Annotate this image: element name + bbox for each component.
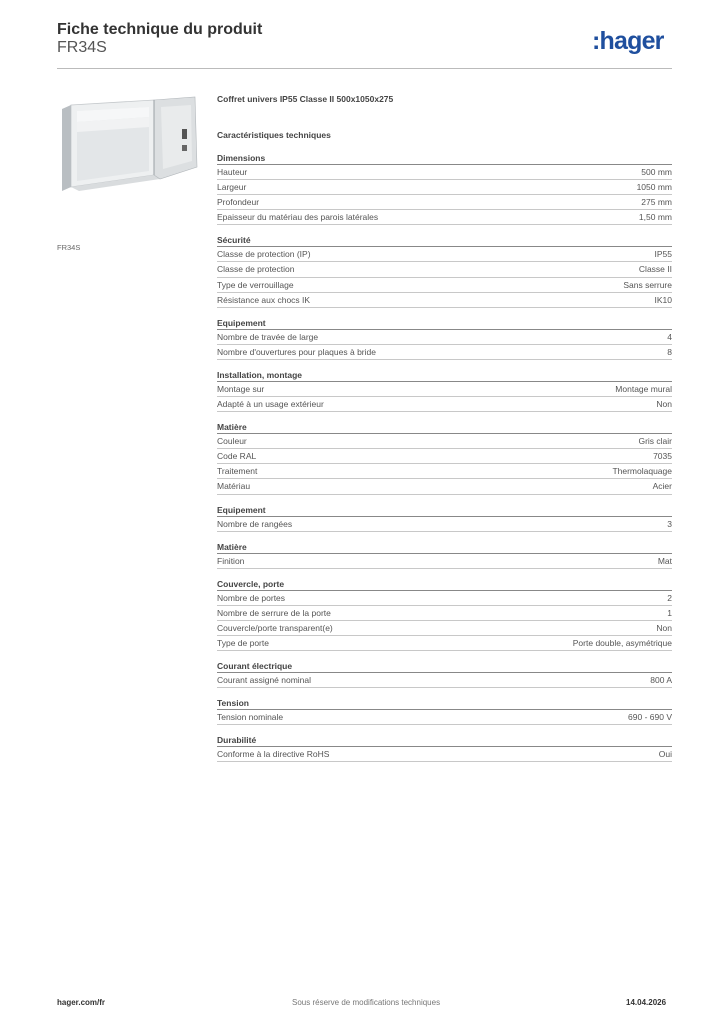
spec-row (217, 397, 672, 412)
spec-value: Classe II (638, 264, 672, 275)
spec-row (217, 449, 672, 464)
product-reference: FR34S (57, 39, 107, 56)
spec-value: Mat (657, 555, 672, 566)
spec-label: Classe de protection (217, 264, 295, 275)
footer-website: hager.com/fr (57, 998, 106, 1007)
section-heading: Equipement (217, 504, 672, 517)
spec-value: 4 (667, 331, 672, 342)
spec-label: Classe de protection (IP) (217, 249, 311, 260)
spec-value: 275 mm (641, 197, 672, 208)
spec-label: Montage sur (217, 383, 265, 394)
spec-value: 500 mm (641, 167, 672, 177)
spec-section (217, 234, 672, 307)
spec-value: Thermolaquage (612, 466, 672, 477)
spec-section (217, 369, 672, 412)
spec-value: Non (656, 622, 672, 633)
section-heading: Couvercle, porte (217, 578, 672, 591)
spec-section (217, 660, 672, 688)
spec-row (217, 591, 672, 606)
image-caption: FR34S (57, 243, 81, 252)
spec-row (217, 621, 672, 636)
spec-value: 1050 mm (636, 182, 672, 193)
page-title: Fiche technique du produit (57, 21, 263, 38)
product-title: Coffret univers IP55 Classe II 500x1050x275 (217, 94, 394, 104)
spec-row (217, 479, 672, 494)
header-divider (57, 68, 672, 69)
section-heading: Courant électrique (217, 660, 672, 673)
spec-label: Nombre d'ouvertures pour plaques à bride (217, 346, 376, 357)
spec-row (217, 382, 672, 397)
section-heading: Tension (217, 697, 672, 710)
spec-value: IK10 (654, 294, 672, 305)
spec-row (217, 673, 672, 688)
section-heading: Dimensions (217, 152, 672, 165)
spec-label: Nombre de travée de large (217, 331, 319, 342)
spec-row (217, 180, 672, 195)
footer-date: 14.04.2026 (626, 998, 667, 1007)
spec-value: 800 A (650, 675, 672, 686)
spec-label: Epaisseur du matériau des parois latérales (217, 212, 379, 223)
spec-row (217, 345, 672, 360)
spec-label: Nombre de rangées (217, 518, 293, 529)
hager-logo: :hager (592, 27, 664, 55)
spec-row (217, 636, 672, 651)
spec-row (217, 747, 672, 762)
spec-value: 1,50 mm (638, 212, 672, 223)
spec-value: Acier (652, 481, 672, 492)
spec-section (217, 421, 672, 494)
spec-value: Oui (658, 749, 672, 760)
section-heading: Sécurité (217, 234, 672, 247)
spec-row (217, 330, 672, 345)
spec-label: Finition (217, 555, 245, 566)
spec-label: Largeur (217, 182, 247, 193)
spec-label: Type de porte (217, 637, 269, 648)
spec-label: Adapté à un usage extérieur (217, 399, 324, 410)
spec-label: Tension nominale (217, 712, 284, 723)
section-heading: Equipement (217, 317, 672, 330)
spec-content (217, 93, 672, 762)
product-image (57, 95, 201, 239)
spec-row (217, 262, 672, 277)
section-heading: Matière (217, 421, 672, 434)
spec-row (217, 517, 672, 532)
footer-disclaimer: Sous réserve de modifications techniques (292, 998, 441, 1007)
spec-label: Profondeur (217, 197, 260, 208)
spec-row (217, 464, 672, 479)
spec-value: Non (656, 399, 672, 410)
spec-row (217, 554, 672, 569)
spec-row (217, 247, 672, 262)
spec-value: Porte double, asymétrique (572, 637, 672, 648)
spec-row (217, 278, 672, 293)
technical-specs-heading: Caractéristiques techniques (217, 130, 331, 140)
spec-label: Traitement (217, 466, 258, 477)
spec-label: Hauteur (217, 167, 248, 177)
spec-label: Nombre de serrure de la porte (217, 607, 331, 618)
spec-label: Nombre de portes (217, 592, 286, 603)
spec-row (217, 210, 672, 225)
spec-label: Code RAL (217, 451, 257, 462)
spec-row (217, 606, 672, 621)
spec-value: Sans serrure (623, 279, 672, 290)
section-heading: Durabilité (217, 734, 672, 747)
spec-value: 3 (667, 518, 672, 529)
spec-row (217, 710, 672, 725)
section-heading: Matière (217, 541, 672, 554)
spec-section (217, 152, 672, 225)
spec-label: Résistance aux chocs IK (217, 294, 311, 305)
spec-value: 2 (667, 592, 672, 603)
spec-row (217, 165, 672, 180)
spec-value: Gris clair (638, 436, 672, 447)
spec-value: 7035 (653, 451, 672, 462)
spec-label: Type de verrouillage (217, 279, 294, 290)
spec-label: Courant assigné nominal (217, 675, 312, 686)
spec-label: Couleur (217, 436, 247, 447)
spec-row (217, 434, 672, 449)
spec-value: IP55 (654, 249, 672, 260)
section-heading: Installation, montage (217, 369, 672, 382)
spec-value: Montage mural (615, 383, 672, 394)
spec-label: Couvercle/porte transparent(e) (217, 622, 333, 633)
spec-section (217, 317, 672, 360)
spec-label: Conforme à la directive RoHS (217, 749, 330, 760)
spec-value: 8 (667, 346, 672, 357)
spec-section (217, 697, 672, 725)
spec-value: 690 - 690 V (628, 712, 672, 723)
spec-section (217, 578, 672, 651)
spec-section (217, 734, 672, 762)
spec-section (217, 504, 672, 532)
spec-section (217, 541, 672, 569)
spec-label: Matériau (217, 481, 251, 492)
spec-value: 1 (667, 607, 672, 618)
spec-row (217, 195, 672, 210)
spec-row (217, 293, 672, 308)
spec-sections (217, 152, 672, 762)
